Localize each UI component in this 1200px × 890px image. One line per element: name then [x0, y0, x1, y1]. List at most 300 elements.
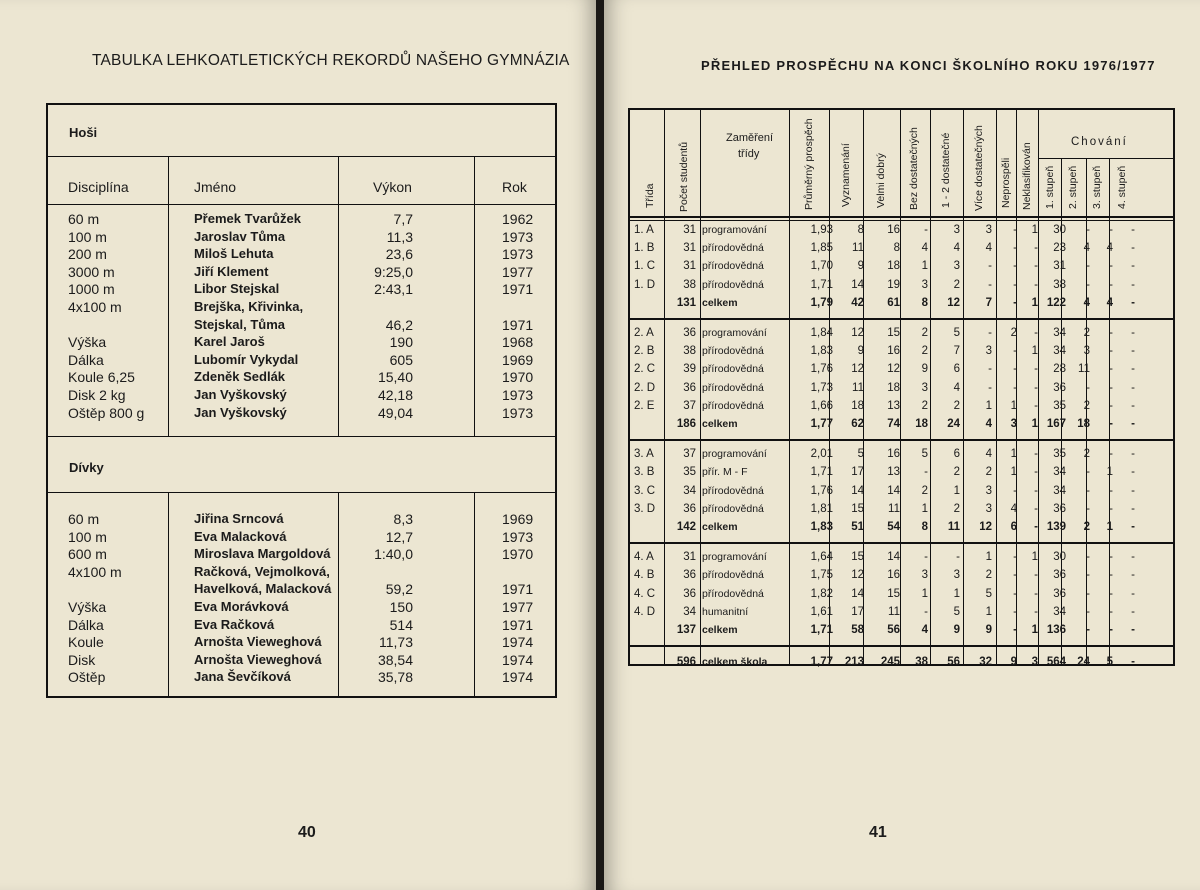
cell-t: 3. D: [634, 502, 656, 515]
cell-nk: 1: [1031, 551, 1038, 564]
cell-z: přírodovědná: [702, 381, 764, 394]
cell-vy: 213: [844, 656, 864, 669]
year-cell: 1969: [502, 511, 534, 527]
cell-c3: -: [1109, 448, 1113, 461]
year-cell: 1962: [502, 211, 534, 227]
cell-ve: 54: [887, 521, 900, 533]
cell-vd: 1: [985, 399, 992, 412]
cell-c2: 4: [1083, 296, 1090, 309]
year-cell: 1971: [502, 281, 534, 298]
cell-ve: 16: [887, 448, 900, 461]
cell-pr: 1,85: [810, 242, 833, 255]
record-row: [48, 299, 555, 317]
cell-nk: -: [1034, 399, 1038, 412]
cell-bez: 8: [921, 521, 928, 533]
page-title: TABULKA LEHKOATLETICKÝCH REKORDŮ NAŠEHO GYMNÁZIA: [92, 52, 570, 69]
cell-pr: 2,01: [810, 448, 833, 461]
cell-np: 6: [1010, 521, 1017, 533]
cell-c4: -: [1131, 448, 1135, 461]
cell-z: přírodovědná: [702, 242, 764, 255]
cell-vd: 32: [979, 656, 992, 669]
year-cell: 1971: [502, 581, 534, 598]
cell-c3: 4: [1106, 296, 1113, 309]
left-page: [0, 0, 596, 890]
name-cell: Brejška, Křivinka,: [194, 299, 304, 314]
cell-vd: -: [988, 381, 992, 394]
cell-c3: -: [1109, 399, 1113, 412]
cell-vy: 9: [857, 260, 864, 273]
class-row: [630, 588, 1173, 606]
header-prumer: Průměrný prospěch: [803, 118, 815, 210]
cell-c3: -: [1109, 278, 1113, 291]
cell-c4: -: [1131, 502, 1135, 515]
cell-vd: 4: [985, 242, 992, 255]
name-cell: Arnošta Vieweghová: [194, 634, 322, 650]
header-vyznamenani: Vyznamenání: [840, 143, 852, 207]
cell-nk: -: [1034, 381, 1038, 394]
cell-vd: 3: [985, 484, 992, 497]
cell-c4: -: [1131, 278, 1135, 291]
cell-z: programování: [702, 448, 767, 461]
record-row: [48, 334, 555, 352]
discipline-cell: 1000 m: [68, 281, 115, 298]
cell-c1: 23: [1053, 242, 1066, 255]
name-cell: Jana Ševčíková: [194, 669, 291, 685]
cell-np: 1: [1010, 448, 1017, 461]
cell-c4: -: [1131, 260, 1135, 273]
discipline-cell: Koule: [68, 634, 104, 651]
year-cell: 1974: [502, 669, 534, 686]
cell-vd: 4: [985, 448, 992, 461]
cell-bez: 18: [915, 418, 928, 430]
name-cell: Eva Morávková: [194, 599, 289, 614]
header-zamereni-line2: třídy: [738, 148, 760, 160]
cell-c1: 35: [1053, 448, 1066, 461]
cell-d12: 3: [953, 224, 960, 236]
cell-d12: 11: [947, 521, 960, 533]
cell-np: -: [1013, 296, 1017, 309]
cell-c3: -: [1109, 502, 1113, 515]
record-row: [48, 229, 555, 247]
cell-c2: -: [1086, 278, 1090, 291]
cell-pr: 1,75: [810, 569, 833, 582]
header-chovani: Chování: [1071, 136, 1128, 148]
discipline-cell: 60 m: [68, 211, 100, 227]
cell-c2: 2: [1083, 521, 1090, 533]
cell-c2: -: [1086, 466, 1090, 479]
cell-c1: 31: [1053, 260, 1066, 273]
class-row: [630, 551, 1173, 569]
cell-bez: 8: [921, 296, 928, 309]
cell-vy: 12: [851, 569, 864, 582]
record-row: [48, 511, 555, 529]
cell-c3: -: [1109, 363, 1113, 376]
cell-pr: 1,76: [810, 484, 833, 497]
cell-vy: 15: [851, 502, 864, 515]
cell-ve: 13: [887, 466, 900, 479]
header-year: Rok: [502, 179, 527, 195]
total-row: [630, 418, 1173, 436]
cell-c1: 36: [1053, 381, 1066, 394]
cell-c4: -: [1131, 569, 1135, 582]
cell-np: 4: [1010, 502, 1017, 515]
cell-z: celkem: [702, 624, 738, 636]
header-stupen-2: 2. stupeň: [1067, 165, 1079, 209]
cell-c1: 122: [1046, 296, 1066, 309]
year-cell: 1971: [502, 616, 534, 633]
cell-vy: 14: [851, 484, 864, 497]
record-row: [48, 281, 555, 299]
cell-np: -: [1013, 484, 1017, 497]
cell-ve: 11: [888, 605, 900, 618]
cell-t: 4. C: [634, 587, 656, 600]
cell-bez: -: [924, 466, 928, 479]
cell-c1: 34: [1053, 327, 1066, 339]
cell-np: 9: [1010, 656, 1017, 669]
cell-c1: 564: [1046, 656, 1066, 669]
cell-vy: 9: [857, 345, 864, 358]
cell-p: 36: [683, 327, 696, 339]
cell-z: humanitní: [702, 605, 749, 618]
header-pocet: Počet studentů: [678, 141, 690, 212]
class-row: [630, 242, 1173, 260]
cell-t: 1. A: [634, 224, 654, 236]
cell-vy: 51: [851, 521, 864, 533]
result-cell: 7,7: [393, 211, 413, 227]
cell-c3: -: [1109, 624, 1113, 636]
cell-c4: -: [1131, 624, 1135, 636]
result-cell: 35,78: [377, 669, 413, 686]
cell-vd: 1: [985, 551, 992, 564]
discipline-cell: 100 m: [68, 228, 107, 245]
cell-bez: 1: [921, 502, 928, 515]
result-cell: 9:25,0: [374, 263, 413, 280]
cell-d12: 5: [953, 327, 960, 339]
cell-ve: 18: [887, 381, 900, 394]
cell-c3: -: [1109, 327, 1113, 339]
year-cell: 1968: [502, 334, 534, 351]
class-row: [630, 345, 1173, 363]
cell-d12: 2: [953, 466, 960, 479]
year-cell: 1973: [502, 387, 534, 403]
cell-pr: 1,84: [810, 327, 833, 339]
cell-t: 1. D: [634, 278, 656, 291]
cell-d12: 2: [953, 399, 960, 412]
cell-bez: 4: [921, 242, 928, 255]
cell-z: celkem škola: [702, 656, 768, 669]
result-cell: 514: [389, 616, 413, 633]
records-table: [46, 103, 557, 698]
cell-np: -: [1013, 587, 1017, 600]
record-row: [48, 546, 555, 564]
cell-pr: 1,77: [810, 418, 833, 430]
discipline-cell: Disk 2 kg: [68, 387, 126, 403]
cell-c2: -: [1086, 502, 1090, 515]
cell-z: celkem: [702, 418, 738, 430]
discipline-cell: 100 m: [68, 528, 107, 545]
cell-c3: 4: [1106, 242, 1113, 255]
result-cell: 23,6: [385, 246, 413, 263]
cell-z: přírodovědná: [702, 260, 764, 273]
cell-np: -: [1013, 345, 1017, 358]
discipline-cell: 600 m: [68, 546, 107, 563]
discipline-cell: 4x100 m: [68, 299, 122, 315]
cell-vy: 5: [857, 448, 864, 461]
class-row: [630, 569, 1173, 587]
cell-ve: 15: [887, 327, 900, 339]
class-row: [630, 466, 1173, 484]
cell-p: 31: [683, 242, 696, 255]
cell-c3: -: [1109, 224, 1113, 236]
year-cell: 1973: [502, 528, 534, 545]
cell-c1: 34: [1053, 605, 1066, 618]
cell-z: přír. M - F: [702, 466, 748, 479]
cell-np: 3: [1010, 418, 1017, 430]
cell-p: 31: [683, 260, 696, 273]
cell-vy: 42: [851, 296, 864, 309]
cell-d12: 24: [947, 418, 960, 430]
cell-c2: 24: [1077, 656, 1090, 669]
total-row: [630, 297, 1173, 315]
cell-p: 37: [683, 448, 696, 461]
name-cell: Jaroslav Tůma: [194, 228, 286, 244]
cell-vy: 15: [851, 551, 864, 564]
cell-vd: -: [988, 260, 992, 273]
name-cell: Jiří Klement: [194, 263, 269, 279]
cell-d12: 3: [953, 569, 960, 582]
cell-np: -: [1013, 605, 1017, 618]
result-cell: 15,40: [377, 369, 413, 386]
cell-z: přírodovědná: [702, 363, 764, 376]
header-result: Výkon: [373, 179, 412, 195]
cell-p: 37: [683, 399, 696, 412]
cell-t: 2. A: [634, 327, 654, 339]
cell-c2: -: [1086, 551, 1090, 564]
discipline-cell: Oštěp 800 g: [68, 404, 145, 421]
cell-vy: 8: [857, 224, 864, 236]
cell-c3: -: [1109, 484, 1113, 497]
record-row: [48, 387, 555, 405]
cell-c4: -: [1131, 605, 1135, 618]
cell-np: -: [1013, 381, 1017, 394]
cell-z: programování: [702, 327, 767, 339]
cell-z: přírodovědná: [702, 502, 764, 515]
cell-c4: -: [1131, 399, 1135, 412]
cell-ve: 61: [887, 296, 900, 309]
record-row: [48, 652, 555, 670]
cell-c3: -: [1109, 551, 1113, 564]
cell-pr: 1,71: [810, 624, 833, 636]
header-stupen-3: 3. stupeň: [1091, 165, 1103, 209]
cell-np: 2: [1010, 327, 1017, 339]
cell-nk: 1: [1031, 624, 1038, 636]
cell-np: 1: [1010, 466, 1017, 479]
name-cell: Karel Jaroš: [194, 334, 265, 350]
name-cell: Havelková, Malacková: [194, 581, 332, 597]
cell-nk: -: [1034, 502, 1038, 515]
cell-p: 31: [683, 224, 696, 236]
result-cell: 38,54: [377, 651, 413, 668]
cell-t: 3. B: [634, 466, 655, 479]
cell-t: 4. D: [634, 605, 656, 618]
cell-c2: 3: [1083, 345, 1090, 358]
cell-bez: 3: [921, 569, 928, 582]
cell-pr: 1,64: [810, 551, 833, 564]
name-cell: Zdeněk Sedlák: [194, 369, 286, 385]
name-cell: Eva Malacková: [194, 528, 287, 544]
discipline-cell: 200 m: [68, 246, 107, 263]
year-cell: 1973: [502, 228, 534, 245]
cell-np: -: [1013, 363, 1017, 376]
header-trida: Třída: [644, 183, 656, 208]
cell-ve: 16: [887, 345, 900, 358]
header-stupen-4: 4. stupeň: [1116, 165, 1128, 209]
discipline-cell: 4x100 m: [68, 563, 122, 580]
record-row: [48, 369, 555, 387]
cell-nk: -: [1034, 242, 1038, 255]
cell-np: -: [1013, 260, 1017, 273]
record-row: [48, 405, 555, 423]
cell-nk: -: [1034, 466, 1038, 479]
cell-np: -: [1013, 242, 1017, 255]
cell-vd: 4: [985, 418, 992, 430]
cell-c2: -: [1086, 260, 1090, 273]
header-zamereni: Zaměření: [726, 132, 774, 144]
cell-c1: 34: [1053, 466, 1066, 479]
cell-bez: 38: [915, 656, 928, 669]
name-cell: Eva Račková: [194, 616, 275, 632]
year-cell: 1971: [502, 316, 534, 333]
cell-p: 142: [676, 521, 696, 533]
cell-vy: 12: [851, 327, 864, 339]
class-row: [630, 503, 1173, 521]
cell-d12: 7: [953, 345, 960, 358]
cell-p: 186: [676, 418, 696, 430]
cell-c4: -: [1131, 363, 1135, 376]
cell-ve: 12: [887, 363, 900, 376]
result-cell: 11,3: [386, 228, 413, 245]
result-cell: 42,18: [377, 387, 413, 403]
cell-vy: 14: [851, 587, 864, 600]
cell-nk: -: [1034, 605, 1038, 618]
cell-vy: 17: [851, 466, 864, 479]
header-1-2-dostatecne: 1 - 2 dostatečné: [940, 132, 952, 208]
cell-d12: 3: [953, 260, 960, 273]
cell-vy: 11: [852, 381, 864, 394]
cell-p: 31: [683, 551, 696, 564]
cell-d12: 5: [953, 605, 960, 618]
cell-p: 39: [683, 363, 696, 376]
cell-vd: 3: [985, 345, 992, 358]
discipline-cell: 60 m: [68, 511, 100, 527]
class-row: [630, 260, 1173, 278]
cell-nk: 1: [1031, 418, 1038, 430]
cell-c4: -: [1131, 224, 1135, 236]
cell-t: 4. A: [634, 551, 654, 564]
discipline-cell: Disk: [68, 651, 96, 668]
cell-z: přírodovědná: [702, 345, 764, 358]
cell-nk: -: [1034, 569, 1038, 582]
class-row: [630, 279, 1173, 297]
cell-pr: 1,71: [810, 466, 833, 479]
section-boys-label: Hoši: [69, 125, 98, 140]
cell-c4: -: [1131, 551, 1135, 564]
cell-pr: 1,77: [810, 656, 833, 669]
name-cell: Libor Stejskal: [194, 281, 280, 297]
discipline-cell: 3000 m: [68, 263, 115, 280]
cell-c1: 136: [1046, 624, 1066, 636]
cell-p: 36: [683, 502, 696, 515]
cell-c1: 35: [1053, 399, 1066, 412]
cell-nk: -: [1034, 448, 1038, 461]
cell-c3: -: [1109, 587, 1113, 600]
cell-c4: -: [1131, 656, 1135, 669]
cell-c1: 139: [1046, 521, 1066, 533]
class-row: [630, 485, 1173, 503]
cell-vd: 12: [979, 521, 992, 533]
cell-ve: 13: [887, 399, 900, 412]
cell-d12: 9: [953, 624, 960, 636]
cell-bez: 1: [921, 587, 928, 600]
page-number: 40: [298, 824, 316, 841]
cell-pr: 1,61: [810, 605, 833, 618]
cell-c1: 36: [1053, 587, 1066, 600]
record-row: [48, 617, 555, 635]
cell-c2: -: [1086, 569, 1090, 582]
cell-pr: 1,83: [810, 521, 833, 533]
class-row: [630, 382, 1173, 400]
cell-d12: 6: [953, 448, 960, 461]
cell-ve: 14: [887, 484, 900, 497]
result-cell: 12,7: [385, 528, 413, 545]
cell-t: 2. E: [634, 399, 655, 412]
record-row: [48, 246, 555, 264]
cell-nk: -: [1034, 260, 1038, 273]
cell-z: programování: [702, 551, 767, 564]
cell-c4: -: [1131, 466, 1135, 479]
cell-vd: 2: [985, 466, 992, 479]
cell-p: 36: [683, 381, 696, 394]
record-row: [48, 634, 555, 652]
cell-c3: 5: [1106, 656, 1113, 669]
result-cell: 49,04: [377, 404, 413, 421]
cell-p: 34: [683, 605, 696, 618]
cell-c3: 1: [1106, 521, 1113, 533]
cell-c1: 34: [1053, 484, 1066, 497]
cell-pr: 1,83: [810, 345, 833, 358]
cell-pr: 1,81: [810, 502, 833, 515]
cell-c2: 18: [1077, 418, 1090, 430]
cell-bez: 1: [921, 260, 928, 273]
cell-ve: 14: [887, 551, 900, 564]
cell-pr: 1,79: [810, 296, 833, 309]
cell-bez: 9: [921, 363, 928, 376]
cell-t: 2. D: [634, 381, 656, 394]
cell-d12: 1: [953, 587, 960, 600]
cell-c3: -: [1109, 345, 1113, 358]
cell-vy: 12: [851, 363, 864, 376]
cell-z: přírodovědná: [702, 569, 764, 582]
record-row: [48, 564, 555, 582]
cell-p: 36: [683, 569, 696, 582]
discipline-cell: Dálka: [68, 351, 104, 368]
cell-vd: 9: [985, 624, 992, 636]
cell-ve: 18: [887, 260, 900, 273]
cell-np: 1: [1010, 399, 1017, 412]
cell-pr: 1,73: [810, 381, 833, 394]
cell-c1: 30: [1053, 224, 1066, 236]
cell-c2: 2: [1083, 399, 1090, 412]
